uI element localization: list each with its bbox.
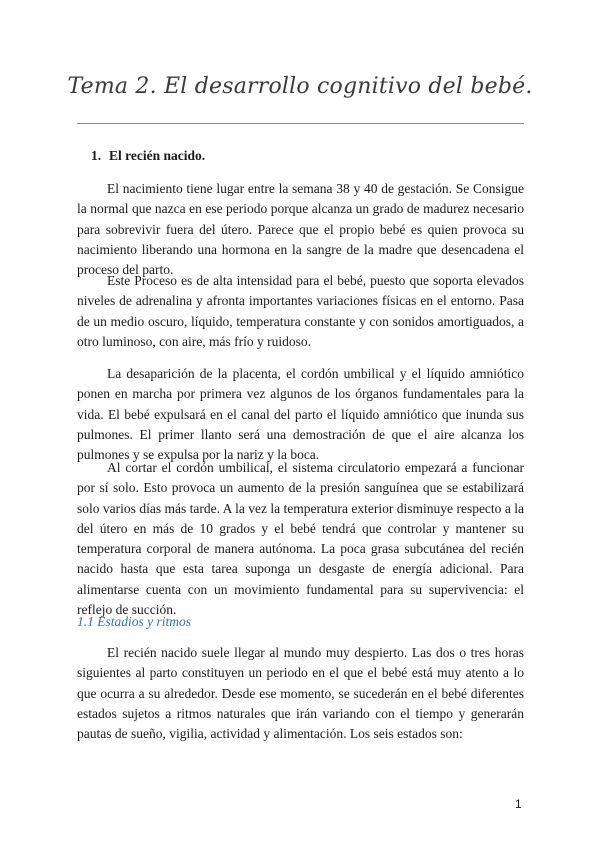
title-divider [77, 123, 524, 124]
section-number: 1. [91, 148, 102, 163]
paragraph-1: El nacimiento tiene lugar entre la semana 38 y 40 de gestación. Se Consigue la normal que nazca en ese periodo porque alcanza un grado de madurez necesario para sobrevivir fuera del útero. Parece que el propio bebé es quien provoca su nacimiento liberando una hormona en la sangre de la madre que desencadena el proceso del parto. [77, 181, 524, 278]
paragraph-2: Este Proceso es de alta intensidad para el bebé, puesto que soporta elevados niveles de adrenalina y afronta importantes variaciones físicas en el entorno. Pasa de un medio oscuro, líquido, temperatura constante y con sonidos amortiguados, a otro luminoso, con aire, más frío y ruidoso. [77, 273, 524, 349]
page-number: 1 [515, 797, 522, 811]
paragraph-4: Al cortar el cordón umbilical, el sistema circulatorio empezará a funcionar por sí solo. Esto provoca un aumento de la presión sanguínea que se estabilizará solo varios días más tarde. A la vez la temperatura exterior disminuye respecto a la del útero en más de 10 grados y el bebé tendrá que controlar y mantener su temperatura corporal de manera autónoma. La poca grasa subcutánea del recién nacido hasta que esta tarea suponga un desgaste de energía adicional. Para alimentarse cuenta con un movimiento fundamental para su supervivencia: el reflejo de succión. [77, 460, 524, 618]
paragraph-3: La desaparición de la placenta, el cordón umbilical y el líquido amniótico ponen en marcha por primera vez algunos de los órganos fundamentales para la vida. El bebé expulsará en el canal del parto el líquido amniótico que inunda sus pulmones. El primer llanto será una demostración de que el aire alcanza los pulmones y se expulsa por la nariz y la boca. [77, 366, 524, 463]
subsection-heading: 1.1 Estadios y ritmos [77, 614, 192, 629]
section-heading [91, 148, 205, 164]
section-title: El recién nacido. [109, 148, 206, 163]
paragraph-5: El recién nacido suele llegar al mundo muy despierto. Las dos o tres horas siguientes al parto constituyen un periodo en el que el bebé está muy atento a lo que ocurra a su alrededor. Desde ese momento, se sucederán en el bebé diferentes estados sujetos a ritmos naturales que irán variando con el tiempo y generarán pautas de sueño, vigilia, actividad y alimentación. Los seis estados son: [77, 645, 524, 742]
page-title: Tema 2. El desarrollo cognitivo del bebé. [67, 74, 533, 99]
